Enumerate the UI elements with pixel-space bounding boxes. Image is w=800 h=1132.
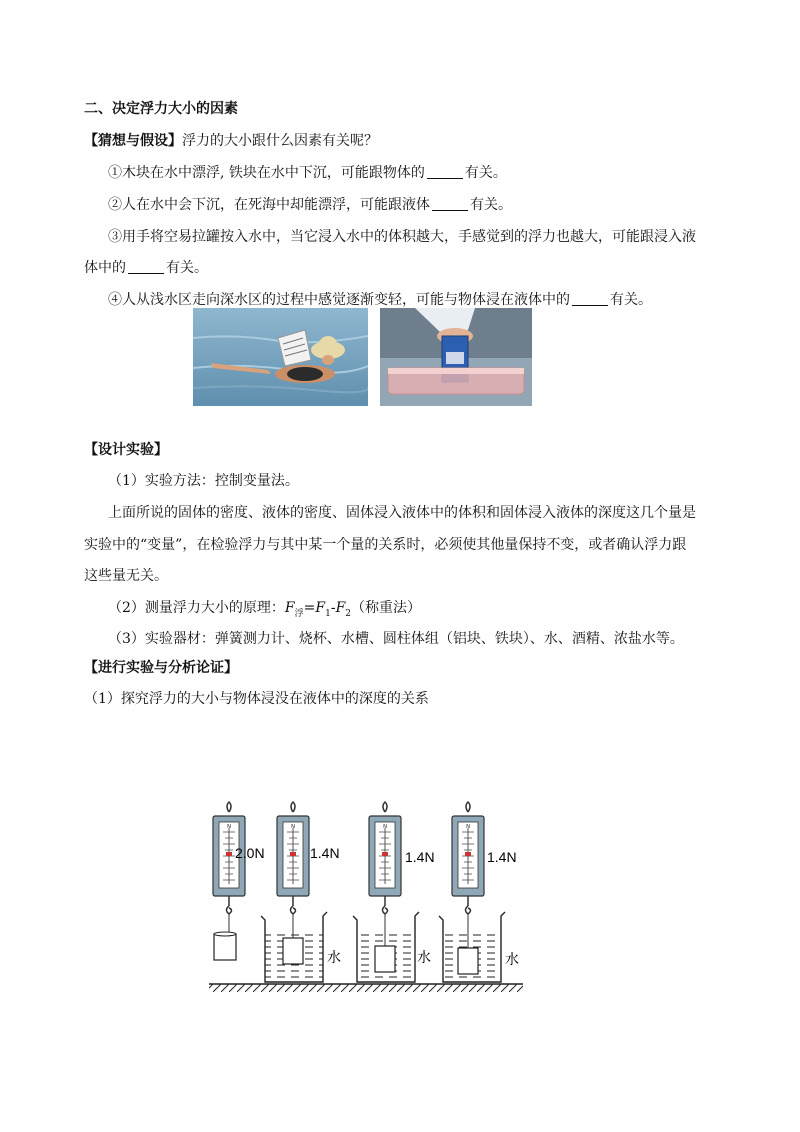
liquid-label-1: 水 [327, 949, 341, 965]
beaker-2 [353, 912, 419, 982]
hypothesis-question: 浮力的大小跟什么因素有关呢？ [182, 133, 378, 149]
liquid-label-2: 水 [417, 949, 431, 965]
design-paragraph-1: 上面所说的固体的密度、液体的密度、固体浸入液体中的体积和固体浸入液体的深度这几个量是 [108, 505, 696, 521]
hypothesis-line [84, 131, 378, 151]
item-text: ④人从浅水区走向深水区的过程中感觉逐渐变轻，可能与物体浸在液体中的 [108, 292, 570, 308]
design-heading: 【设计实验】 [84, 442, 168, 458]
item-text: 体中的 [84, 260, 126, 276]
hypothesis-item-1 [108, 163, 507, 183]
hypothesis-item-4 [108, 290, 652, 310]
liquid-label-3: 水 [505, 951, 519, 967]
spring-scale-2 [277, 802, 309, 914]
design-paragraph-3: 这些量无关。 [84, 568, 168, 584]
formula-sub-2: 2 [345, 608, 352, 619]
item-text: 有关。 [166, 260, 208, 276]
hypothesis-item-3-cont [84, 258, 208, 278]
scale-mark: N [383, 824, 387, 830]
hypothesis-heading: 【猜想与假设】 [84, 133, 182, 149]
fill-blank[interactable] [427, 164, 463, 179]
scale-mark: N [227, 824, 231, 830]
spring-scale-3 [369, 802, 401, 914]
fill-blank[interactable] [128, 259, 164, 274]
formula-eq: =F [303, 600, 326, 616]
experiment-heading: 【进行实验与分析论证】 [84, 660, 238, 676]
fill-blank[interactable] [572, 291, 608, 306]
reading-2: 1.4N [310, 845, 340, 861]
item-text: 有关。 [470, 197, 512, 213]
item-text: ②人在水中会下沉，在死海中却能漂浮，可能跟液体 [108, 197, 430, 213]
beaker-3 [439, 912, 505, 982]
photo-dead-sea-floating [193, 308, 368, 406]
design-method: （1）实验方法：控制变量法。 [108, 473, 299, 489]
design-principle [108, 598, 421, 624]
experiment-item-1: （1）探究浮力的大小与物体浸没在液体中的深度的关系 [84, 691, 429, 707]
item-text: 有关。 [610, 292, 652, 308]
design-equipment: （3）实验器材：弹簧测力计、烧杯、水槽、圆柱体组（铝块、铁块）、水、酒精、浓盐水等。 [108, 631, 684, 647]
design-paragraph-2: 实验中的“变量”，在检验浮力与其中某一个量的关系时，必须使其他量保持不变，或者确认浮力跟 [84, 537, 687, 553]
hypothesis-item-3: ③用手将空易拉罐按入水中，当它浸入水中的体积越大，手感觉到的浮力也越大，可能跟浸入液 [108, 229, 696, 245]
principle-suffix: （称重法） [351, 600, 422, 616]
fill-blank[interactable] [432, 196, 468, 211]
formula-sub: 浮 [294, 608, 304, 619]
formula-sub-1: 1 [325, 608, 331, 619]
section-title: 二、决定浮力大小的因素 [84, 101, 238, 117]
scale-mark: N [466, 824, 470, 830]
reading-4: 1.4N [487, 849, 517, 865]
principle-label: （2）测量浮力大小的原理： [108, 600, 285, 616]
reading-1: 2.0N [235, 845, 265, 861]
beaker-1 [261, 912, 327, 982]
reading-3: 1.4N [405, 849, 435, 865]
hypothesis-item-2 [108, 195, 512, 215]
photo-can-pushed-into-water [380, 308, 532, 406]
spring-scale-4 [452, 802, 484, 914]
spring-scale-apparatus-figure [205, 800, 535, 1004]
scale-mark: N [291, 824, 295, 830]
item-text: ①木块在水中漂浮, 铁块在水中下沉，可能跟物体的 [108, 165, 425, 181]
item-text: 有关。 [464, 165, 507, 181]
formula-minus: -F [330, 600, 346, 616]
formula-f: F [284, 600, 295, 616]
